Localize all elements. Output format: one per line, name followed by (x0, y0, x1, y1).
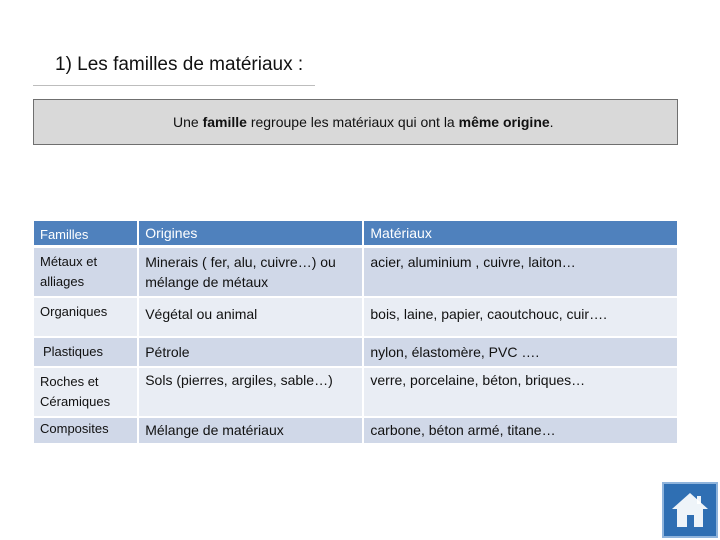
table-row (33, 247, 678, 297)
cell-famille: Plastiques (33, 337, 138, 367)
table-row (33, 417, 678, 444)
cell-famille: Métaux et alliages (33, 247, 138, 297)
cell-origine: Minerais ( fer, alu, cuivre…) ou mélange de métaux (138, 247, 363, 297)
home-icon (668, 488, 712, 532)
definition-text-2: regroupe les matériaux qui ont la (246, 114, 459, 130)
header-familles: Familles (33, 220, 138, 247)
definition-keyword-famille: famille (202, 114, 247, 130)
table-header-row (33, 220, 678, 247)
cell-materiaux: bois, laine, papier, caoutchouc, cuir…. (363, 297, 678, 337)
cell-materiaux: carbone, béton armé, titane… (363, 417, 678, 444)
cell-famille: Organiques (33, 297, 138, 337)
cell-origine: Pétrole (138, 337, 363, 367)
table-row (33, 367, 678, 417)
cell-famille: Composites (33, 417, 138, 444)
definition-keyword-origine: même origine (458, 114, 550, 130)
cell-materiaux: nylon, élastomère, PVC …. (363, 337, 678, 367)
home-button[interactable] (662, 482, 718, 538)
definition-box (33, 99, 678, 145)
header-origines: Origines (138, 220, 363, 247)
cell-materiaux: verre, porcelaine, béton, briques… (363, 367, 678, 417)
definition-text-3: . (549, 114, 554, 130)
page-title: 1) Les familles de matériaux : (55, 54, 304, 75)
cell-materiaux: acier, aluminium , cuivre, laiton… (363, 247, 678, 297)
table-row (33, 297, 678, 337)
cell-famille: Roches et Céramiques (33, 367, 138, 417)
definition-text-1: Une (173, 114, 203, 130)
materials-table (33, 220, 678, 444)
cell-origine: Mélange de matériaux (138, 417, 363, 444)
cell-origine: Sols (pierres, argiles, sable…) (138, 367, 363, 417)
table-row (33, 337, 678, 367)
header-materiaux: Matériaux (363, 220, 678, 247)
cell-origine: Végétal ou animal (138, 297, 363, 337)
